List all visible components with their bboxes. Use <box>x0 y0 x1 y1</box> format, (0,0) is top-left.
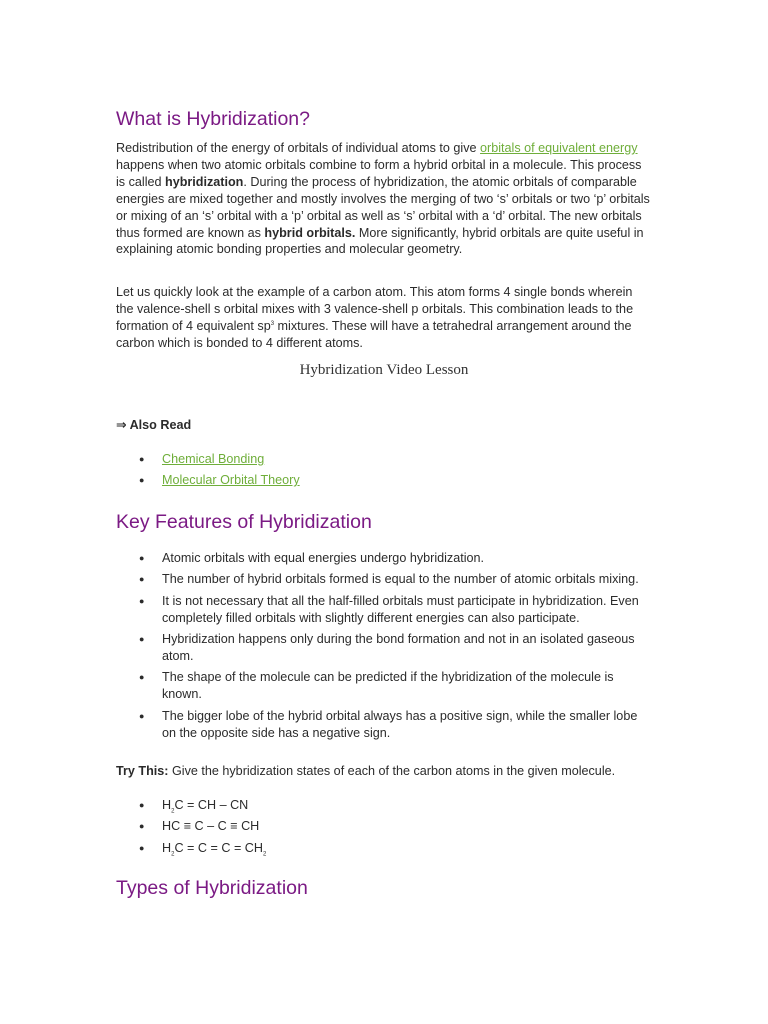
bullet-icon: ● <box>139 595 145 606</box>
list-item <box>116 708 652 742</box>
molecule-text: C = C = C = CH <box>174 840 263 855</box>
list-item <box>116 669 652 703</box>
list-item-text: It is not necessary that all the half-filled orbitals must participate in hybridization. Even completely filled orbitals with slightly different energies can also participate. <box>162 593 639 625</box>
heading-types-of-hybridization: Types of Hybridization <box>116 877 308 899</box>
try-this-text: Give the hybridization states of each of the carbon atoms in the given molecule. <box>168 764 616 778</box>
video-lesson-title: Hybridization Video Lesson <box>299 362 469 378</box>
bullet-icon: ● <box>139 634 145 645</box>
subscript: 2 <box>171 808 175 815</box>
intro-paragraph <box>116 140 652 258</box>
list-item-text: The bigger lobe of the hybrid orbital always has a positive sign, while the smaller lobe on the opposite side has a negative sign. <box>162 708 638 740</box>
list-item <box>116 571 652 588</box>
text-run: More significantly, hybrid orbitals are quite useful in explaining atomic bonding properties and molecular geometry. <box>116 225 644 257</box>
list-item <box>116 818 652 835</box>
bold-term-hybrid-orbitals: hybrid orbitals. <box>264 225 356 240</box>
carbon-example-paragraph <box>116 284 652 352</box>
list-item-text: Atomic orbitals with equal energies undergo hybridization. <box>162 551 485 565</box>
link-orbitals-equivalent-energy[interactable]: orbitals of equivalent energy <box>480 141 638 155</box>
bullet-icon: ● <box>139 454 145 464</box>
heading-key-features: Key Features of Hybridization <box>116 511 372 533</box>
also-read-text: ⇒ Also Read <box>116 418 192 432</box>
subscript: 2 <box>263 851 267 858</box>
link-chemical-bonding[interactable]: Chemical Bonding <box>162 452 265 466</box>
bullet-icon: ● <box>139 574 145 585</box>
heading-what-is-hybridization: What is Hybridization? <box>116 108 310 130</box>
molecule-text: HC ≡ C – C ≡ CH <box>162 819 260 834</box>
list-item <box>116 593 652 627</box>
molecule-text: C = CH – CN <box>174 798 249 812</box>
text-run: . During the process of hybridization, the atomic orbitals of comparable energies are mixed together and mostly involves the merging of two ‘s’ orbitals or two ‘p’ orbitals or mixing of an ‘s’ orbital with a ‘p’ orbital as well as ‘s’ orbital with a ‘d’ orbital. The new orbitals thus formed are known as <box>116 174 650 240</box>
subscript: 2 <box>171 851 175 858</box>
molecule-text: H <box>162 840 172 855</box>
bullet-icon: ● <box>139 821 145 832</box>
text-run: Let us quickly look at the example of a carbon atom. This atom forms 4 single bonds wherein the valence-shell s orbital mixes with 3 valence-shell p orbitals. This combination leads to the formation of 4 equivalent sp <box>116 285 634 333</box>
list-item-text: Hybridization happens only during the bond formation and not in an isolated gaseous atom. <box>162 632 635 664</box>
bullet-icon: ● <box>139 475 145 486</box>
text-run: Redistribution of the energy of orbitals of individual atoms to give <box>116 141 481 155</box>
text-run: happens when two atomic orbitals combine to form a hybrid orbital in a molecule. This process is called <box>116 157 642 189</box>
text-run: mixtures. These will have a tetrahedral arrangement around the carbon which is bonded to 4 different atoms. <box>116 318 632 350</box>
list-item <box>116 631 652 665</box>
bold-term-hybridization: hybridization <box>165 174 244 189</box>
molecule-list <box>116 797 652 857</box>
bullet-icon: ● <box>139 800 145 810</box>
link-molecular-orbital-theory[interactable]: Molecular Orbital Theory <box>162 473 300 488</box>
bullet-icon: ● <box>139 672 145 683</box>
list-item-text: The shape of the molecule can be predicted if the hybridization of the molecule is known. <box>162 670 614 702</box>
list-item-text: The number of hybrid orbitals formed is equal to the number of atomic orbitals mixing. <box>162 572 639 587</box>
list-item <box>116 840 652 857</box>
list-item <box>116 797 652 814</box>
superscript: 3 <box>270 320 275 327</box>
bullet-icon: ● <box>139 842 145 853</box>
try-this-paragraph <box>116 763 652 780</box>
try-this-label: Try This: <box>116 764 169 778</box>
list-item <box>116 472 652 489</box>
key-features-list <box>116 550 652 742</box>
also-read-list <box>116 451 652 489</box>
list-item <box>116 451 652 468</box>
list-item <box>116 550 652 567</box>
bullet-icon: ● <box>139 710 145 721</box>
bullet-icon: ● <box>139 553 145 563</box>
also-read-label <box>116 417 191 434</box>
molecule-text: H <box>162 798 172 812</box>
